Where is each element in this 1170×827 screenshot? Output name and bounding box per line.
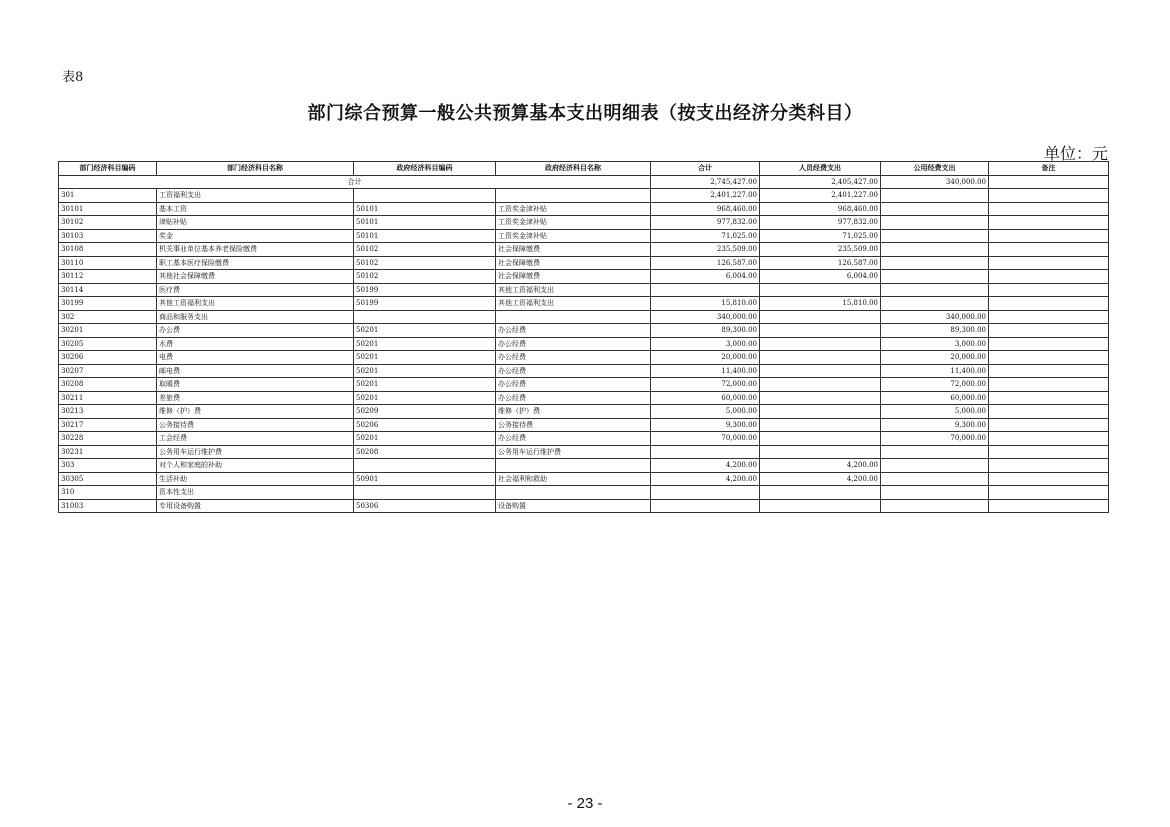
gov-name-cell: 办公经费: [496, 364, 651, 378]
gov-name-cell: 社会福利和救助: [496, 472, 651, 486]
table-number-label: 表8: [62, 70, 84, 85]
table-row: [59, 486, 1109, 500]
note-cell: [989, 499, 1109, 513]
total-cell: 340,000.00: [651, 310, 760, 324]
header-total: 合计: [651, 162, 760, 176]
gov-name-cell: 公务用车运行维护费: [496, 445, 651, 459]
total-cell: 126,587.00: [651, 256, 760, 270]
gov-code-cell: 50901: [354, 472, 496, 486]
personnel-cell: [760, 499, 881, 513]
table-row: [59, 270, 1109, 284]
total-cell: 70,000.00: [651, 432, 760, 446]
table-row: [59, 189, 1109, 203]
gov-code-cell: 50201: [354, 337, 496, 351]
dept-code-cell: 30199: [59, 297, 157, 311]
table-row: [59, 391, 1109, 405]
gov-code-cell: 50209: [354, 405, 496, 419]
public-cell: 9,300.00: [881, 418, 989, 432]
dept-name-cell: 工会经费: [157, 432, 354, 446]
note-cell: [989, 432, 1109, 446]
gov-code-cell: 50208: [354, 445, 496, 459]
total-personnel: 2,405,427.00: [760, 175, 881, 189]
dept-code-cell: 30305: [59, 472, 157, 486]
gov-name-cell: 公务接待费: [496, 418, 651, 432]
total-cell: 72,000.00: [651, 378, 760, 392]
personnel-cell: 2,401,227.00: [760, 189, 881, 203]
gov-code-cell: [354, 310, 496, 324]
gov-name-cell: 社会保障缴费: [496, 243, 651, 257]
gov-code-cell: [354, 486, 496, 500]
total-cell: 11,400.00: [651, 364, 760, 378]
personnel-cell: [760, 486, 881, 500]
public-cell: [881, 256, 989, 270]
public-cell: 20,000.00: [881, 351, 989, 365]
personnel-cell: [760, 324, 881, 338]
note-cell: [989, 270, 1109, 284]
budget-detail-table: [58, 161, 1109, 513]
total-note: [989, 175, 1109, 189]
public-cell: [881, 459, 989, 473]
total-label: 合计: [59, 175, 651, 189]
total-public: 340,000.00: [881, 175, 989, 189]
table-row: [59, 310, 1109, 324]
dept-name-cell: 机关事业单位基本养老保险缴费: [157, 243, 354, 257]
total-cell: [651, 445, 760, 459]
dept-code-cell: 30103: [59, 229, 157, 243]
total-cell: 6,004.00: [651, 270, 760, 284]
gov-code-cell: 50101: [354, 216, 496, 230]
public-cell: [881, 297, 989, 311]
gov-name-cell: [496, 486, 651, 500]
dept-code-cell: 30102: [59, 216, 157, 230]
personnel-cell: [760, 351, 881, 365]
personnel-cell: [760, 432, 881, 446]
total-cell: 9,300.00: [651, 418, 760, 432]
dept-code-cell: 30110: [59, 256, 157, 270]
personnel-cell: [760, 378, 881, 392]
public-cell: [881, 472, 989, 486]
note-cell: [989, 229, 1109, 243]
public-cell: [881, 283, 989, 297]
total-cell: 5,000.00: [651, 405, 760, 419]
gov-code-cell: 50101: [354, 229, 496, 243]
dept-name-cell: 资本性支出: [157, 486, 354, 500]
dept-name-cell: 医疗费: [157, 283, 354, 297]
header-dept-code: 部门经济科目编码: [59, 162, 157, 176]
public-cell: [881, 445, 989, 459]
dept-name-cell: 其他工资福利支出: [157, 297, 354, 311]
public-cell: 3,000.00: [881, 337, 989, 351]
public-cell: [881, 216, 989, 230]
gov-code-cell: 50102: [354, 270, 496, 284]
dept-code-cell: 30108: [59, 243, 157, 257]
dept-code-cell: 30228: [59, 432, 157, 446]
dept-code-cell: 30231: [59, 445, 157, 459]
note-cell: [989, 378, 1109, 392]
total-cell: 968,460.00: [651, 202, 760, 216]
dept-code-cell: 30208: [59, 378, 157, 392]
dept-code-cell: 30207: [59, 364, 157, 378]
personnel-cell: [760, 405, 881, 419]
dept-name-cell: 工资福利支出: [157, 189, 354, 203]
note-cell: [989, 310, 1109, 324]
dept-name-cell: 电费: [157, 351, 354, 365]
public-cell: 340,000.00: [881, 310, 989, 324]
note-cell: [989, 283, 1109, 297]
table-row: [59, 202, 1109, 216]
dept-code-cell: 301: [59, 189, 157, 203]
dept-code-cell: 30217: [59, 418, 157, 432]
personnel-cell: [760, 391, 881, 405]
total-cell: [651, 283, 760, 297]
total-cell: [651, 499, 760, 513]
personnel-cell: 968,460.00: [760, 202, 881, 216]
gov-name-cell: 办公经费: [496, 324, 651, 338]
gov-name-cell: 工资奖金津补贴: [496, 229, 651, 243]
public-cell: 11,400.00: [881, 364, 989, 378]
gov-name-cell: 社会保障缴费: [496, 270, 651, 284]
gov-code-cell: 50306: [354, 499, 496, 513]
personnel-cell: 977,832.00: [760, 216, 881, 230]
dept-name-cell: 差旅费: [157, 391, 354, 405]
total-cell: 4,200.00: [651, 472, 760, 486]
gov-name-cell: 办公经费: [496, 432, 651, 446]
table-row: [59, 243, 1109, 257]
dept-code-cell: 30213: [59, 405, 157, 419]
note-cell: [989, 297, 1109, 311]
gov-code-cell: 50201: [354, 378, 496, 392]
public-cell: 72,000.00: [881, 378, 989, 392]
dept-name-cell: 取暖费: [157, 378, 354, 392]
unit-label: 单位：元: [1043, 144, 1108, 163]
personnel-cell: 4,200.00: [760, 472, 881, 486]
table-row: [59, 378, 1109, 392]
table-header-row: [59, 162, 1109, 176]
note-cell: [989, 405, 1109, 419]
gov-name-cell: [496, 310, 651, 324]
gov-code-cell: 50101: [354, 202, 496, 216]
total-cell: 977,832.00: [651, 216, 760, 230]
dept-code-cell: 31003: [59, 499, 157, 513]
note-cell: [989, 391, 1109, 405]
gov-code-cell: 50102: [354, 243, 496, 257]
gov-name-cell: 办公经费: [496, 378, 651, 392]
total-cell: 3,000.00: [651, 337, 760, 351]
personnel-cell: [760, 283, 881, 297]
gov-name-cell: [496, 459, 651, 473]
gov-name-cell: 设备购置: [496, 499, 651, 513]
table-row: [59, 283, 1109, 297]
table-row: [59, 364, 1109, 378]
gov-code-cell: [354, 459, 496, 473]
personnel-cell: 235,509.00: [760, 243, 881, 257]
gov-code-cell: 50199: [354, 297, 496, 311]
personnel-cell: [760, 310, 881, 324]
dept-name-cell: 水费: [157, 337, 354, 351]
gov-code-cell: 50102: [354, 256, 496, 270]
dept-code-cell: 30211: [59, 391, 157, 405]
total-cell: 4,200.00: [651, 459, 760, 473]
dept-name-cell: 生活补助: [157, 472, 354, 486]
public-cell: 70,000.00: [881, 432, 989, 446]
dept-name-cell: 对个人和家庭的补助: [157, 459, 354, 473]
total-cell: [651, 486, 760, 500]
personnel-cell: 6,004.00: [760, 270, 881, 284]
dept-name-cell: 专用设备购置: [157, 499, 354, 513]
gov-code-cell: 50199: [354, 283, 496, 297]
dept-name-cell: 基本工资: [157, 202, 354, 216]
total-cell: 89,300.00: [651, 324, 760, 338]
gov-code-cell: 50201: [354, 351, 496, 365]
public-cell: [881, 243, 989, 257]
public-cell: 5,000.00: [881, 405, 989, 419]
dept-code-cell: 30114: [59, 283, 157, 297]
table-row: [59, 256, 1109, 270]
public-cell: [881, 189, 989, 203]
dept-name-cell: 办公费: [157, 324, 354, 338]
total-cell: 235,509.00: [651, 243, 760, 257]
personnel-cell: [760, 337, 881, 351]
document-title: 部门综合预算一般公共预算基本支出明细表（按支出经济分类科目）: [307, 103, 863, 124]
table-row: [59, 405, 1109, 419]
dept-name-cell: 其他社会保障缴费: [157, 270, 354, 284]
note-cell: [989, 364, 1109, 378]
gov-name-cell: 办公经费: [496, 391, 651, 405]
gov-name-cell: 社会保障缴费: [496, 256, 651, 270]
public-cell: 60,000.00: [881, 391, 989, 405]
public-cell: [881, 486, 989, 500]
public-cell: [881, 202, 989, 216]
total-cell: 71,025.00: [651, 229, 760, 243]
dept-name-cell: 商品和服务支出: [157, 310, 354, 324]
dept-code-cell: 302: [59, 310, 157, 324]
note-cell: [989, 202, 1109, 216]
table-row: [59, 351, 1109, 365]
note-cell: [989, 243, 1109, 257]
note-cell: [989, 256, 1109, 270]
gov-code-cell: [354, 189, 496, 203]
table-row: [59, 418, 1109, 432]
note-cell: [989, 445, 1109, 459]
gov-name-cell: 工资奖金津补贴: [496, 216, 651, 230]
table-row: [59, 337, 1109, 351]
public-cell: [881, 229, 989, 243]
dept-name-cell: 邮电费: [157, 364, 354, 378]
dept-name-cell: 公务接待费: [157, 418, 354, 432]
dept-code-cell: 30201: [59, 324, 157, 338]
gov-code-cell: 50201: [354, 391, 496, 405]
note-cell: [989, 351, 1109, 365]
gov-code-cell: 50201: [354, 432, 496, 446]
dept-name-cell: 津贴补贴: [157, 216, 354, 230]
header-gov-name: 政府经济科目名称: [496, 162, 651, 176]
personnel-cell: 71,025.00: [760, 229, 881, 243]
gov-name-cell: 办公经费: [496, 337, 651, 351]
dept-code-cell: 30101: [59, 202, 157, 216]
personnel-cell: [760, 445, 881, 459]
dept-name-cell: 职工基本医疗保险缴费: [157, 256, 354, 270]
dept-code-cell: 310: [59, 486, 157, 500]
header-dept-name: 部门经济科目名称: [157, 162, 354, 176]
table-row: [59, 472, 1109, 486]
public-cell: [881, 499, 989, 513]
personnel-cell: 126,587.00: [760, 256, 881, 270]
total-cell: 60,000.00: [651, 391, 760, 405]
dept-name-cell: 奖金: [157, 229, 354, 243]
total-cell: 20,000.00: [651, 351, 760, 365]
total-row: [59, 175, 1109, 189]
table-row: [59, 324, 1109, 338]
gov-name-cell: [496, 189, 651, 203]
personnel-cell: [760, 364, 881, 378]
header-personnel: 人员经费支出: [760, 162, 881, 176]
header-gov-code: 政府经济科目编码: [354, 162, 496, 176]
gov-code-cell: 50201: [354, 324, 496, 338]
gov-name-cell: 办公经费: [496, 351, 651, 365]
gov-code-cell: 50201: [354, 364, 496, 378]
note-cell: [989, 216, 1109, 230]
dept-code-cell: 30206: [59, 351, 157, 365]
total-amount: 2,745,427.00: [651, 175, 760, 189]
note-cell: [989, 486, 1109, 500]
note-cell: [989, 189, 1109, 203]
note-cell: [989, 472, 1109, 486]
personnel-cell: 4,200.00: [760, 459, 881, 473]
table-row: [59, 297, 1109, 311]
total-cell: 2,401,227.00: [651, 189, 760, 203]
note-cell: [989, 324, 1109, 338]
gov-name-cell: 其他工资福利支出: [496, 297, 651, 311]
dept-name-cell: 公务用车运行维护费: [157, 445, 354, 459]
gov-name-cell: 其他工资福利支出: [496, 283, 651, 297]
personnel-cell: 15,810.00: [760, 297, 881, 311]
dept-code-cell: 303: [59, 459, 157, 473]
gov-name-cell: 工资奖金津补贴: [496, 202, 651, 216]
note-cell: [989, 337, 1109, 351]
total-cell: 15,810.00: [651, 297, 760, 311]
dept-code-cell: 30112: [59, 270, 157, 284]
table-row: [59, 499, 1109, 513]
gov-code-cell: 50206: [354, 418, 496, 432]
table-row: [59, 432, 1109, 446]
header-public: 公用经费支出: [881, 162, 989, 176]
note-cell: [989, 459, 1109, 473]
personnel-cell: [760, 418, 881, 432]
table-row: [59, 445, 1109, 459]
table-row: [59, 229, 1109, 243]
page-number: - 23 -: [567, 795, 603, 812]
public-cell: 89,300.00: [881, 324, 989, 338]
public-cell: [881, 270, 989, 284]
table-row: [59, 216, 1109, 230]
dept-name-cell: 维修（护）费: [157, 405, 354, 419]
header-note: 备注: [989, 162, 1109, 176]
gov-name-cell: 维修（护）费: [496, 405, 651, 419]
note-cell: [989, 418, 1109, 432]
table-row: [59, 459, 1109, 473]
dept-code-cell: 30205: [59, 337, 157, 351]
